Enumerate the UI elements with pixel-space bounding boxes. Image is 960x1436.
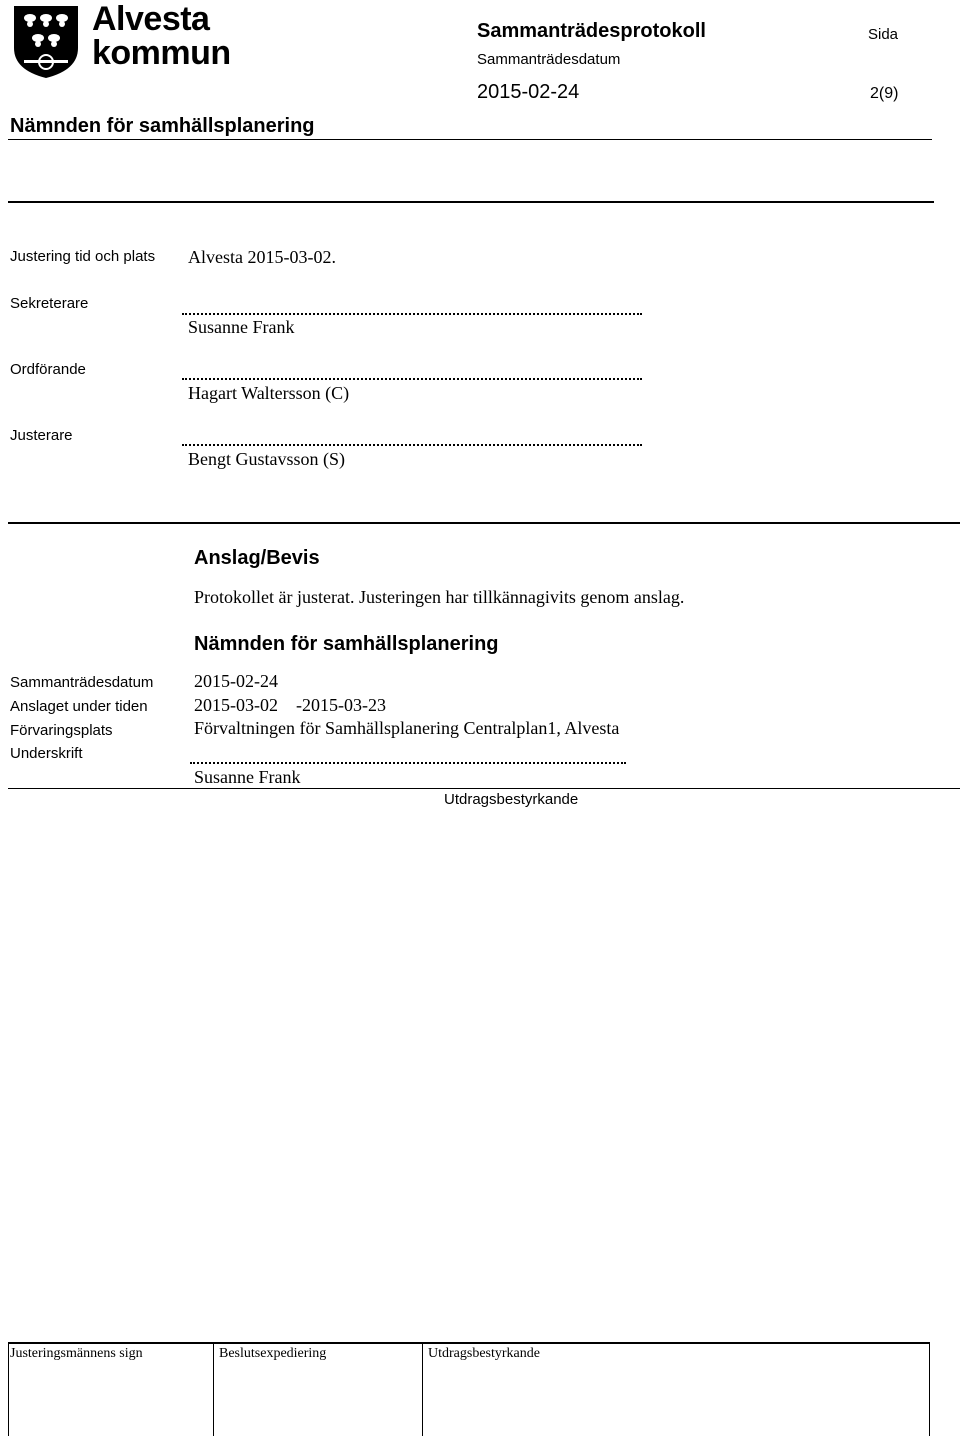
- signature-line: [182, 378, 642, 380]
- chairman-label: Ordförande: [10, 361, 86, 378]
- signature-line: [182, 313, 642, 315]
- notice-heading: Anslag/Bevis: [194, 547, 320, 569]
- committee-name: Nämnden för samhällsplanering: [10, 115, 315, 137]
- header-rule: [8, 139, 932, 140]
- posted-period-label: Anslaget under tiden: [10, 698, 148, 715]
- meeting-date-value: 2015-02-24: [477, 81, 580, 103]
- meeting-date-label: Sammanträdesdatum: [477, 51, 621, 68]
- adjuster-name: Bengt Gustavsson (S): [188, 449, 345, 469]
- chairman-name: Hagart Waltersson (C): [188, 383, 350, 403]
- secretary-label: Sekreterare: [10, 295, 89, 312]
- page-number: 2(9): [870, 85, 899, 102]
- signature-line: [190, 762, 626, 764]
- storage-value: Förvaltningen för Samhällsplanering Centralplan1, Alvesta: [194, 718, 620, 738]
- document-type: Sammanträdesprotokoll: [477, 20, 706, 42]
- signature-label: Underskrift: [10, 745, 83, 762]
- notice-text: Protokollet är justerat. Justeringen har tillkännagivits genom anslag.: [194, 587, 685, 607]
- footer-cell-divider: [929, 1343, 930, 1436]
- footer-certification: Utdragsbestyrkande: [428, 1346, 540, 1361]
- footer-top-rule: [8, 1342, 930, 1344]
- signing-top-rule: [8, 201, 934, 203]
- justering-label: Justering tid och plats: [10, 248, 156, 265]
- storage-label: Förvaringsplats: [10, 722, 113, 739]
- footer-cell-divider: [422, 1343, 423, 1436]
- notice-top-rule: [8, 522, 960, 524]
- footer-decision-dispatch: Beslutsexpediering: [219, 1346, 327, 1361]
- notice-date-label: Sammanträdesdatum: [10, 674, 154, 691]
- signature-line: [182, 444, 642, 446]
- footer-cell-divider: [213, 1343, 214, 1436]
- justering-value: Alvesta 2015-03-02.: [188, 247, 336, 267]
- notice-bottom-rule: [8, 788, 960, 789]
- secretary-name: Susanne Frank: [188, 317, 295, 337]
- logo-text-alvesta: Alvesta: [92, 0, 210, 38]
- footer-cell-divider: [8, 1343, 9, 1436]
- posted-period-value: 2015-03-02 -2015-03-23: [194, 695, 386, 715]
- logo-text-kommun: kommun: [92, 34, 231, 72]
- coat-of-arms-icon: [12, 4, 80, 80]
- notice-date-value: 2015-02-24: [194, 671, 278, 691]
- adjuster-label: Justerare: [10, 427, 73, 444]
- page-label: Sida: [868, 26, 899, 43]
- footer-adjusters-sign: Justeringsmännens sign: [10, 1346, 143, 1361]
- notice-committee: Nämnden för samhällsplanering: [194, 633, 499, 655]
- certification-label: Utdragsbestyrkande: [444, 791, 579, 808]
- notice-signer-name: Susanne Frank: [194, 767, 301, 787]
